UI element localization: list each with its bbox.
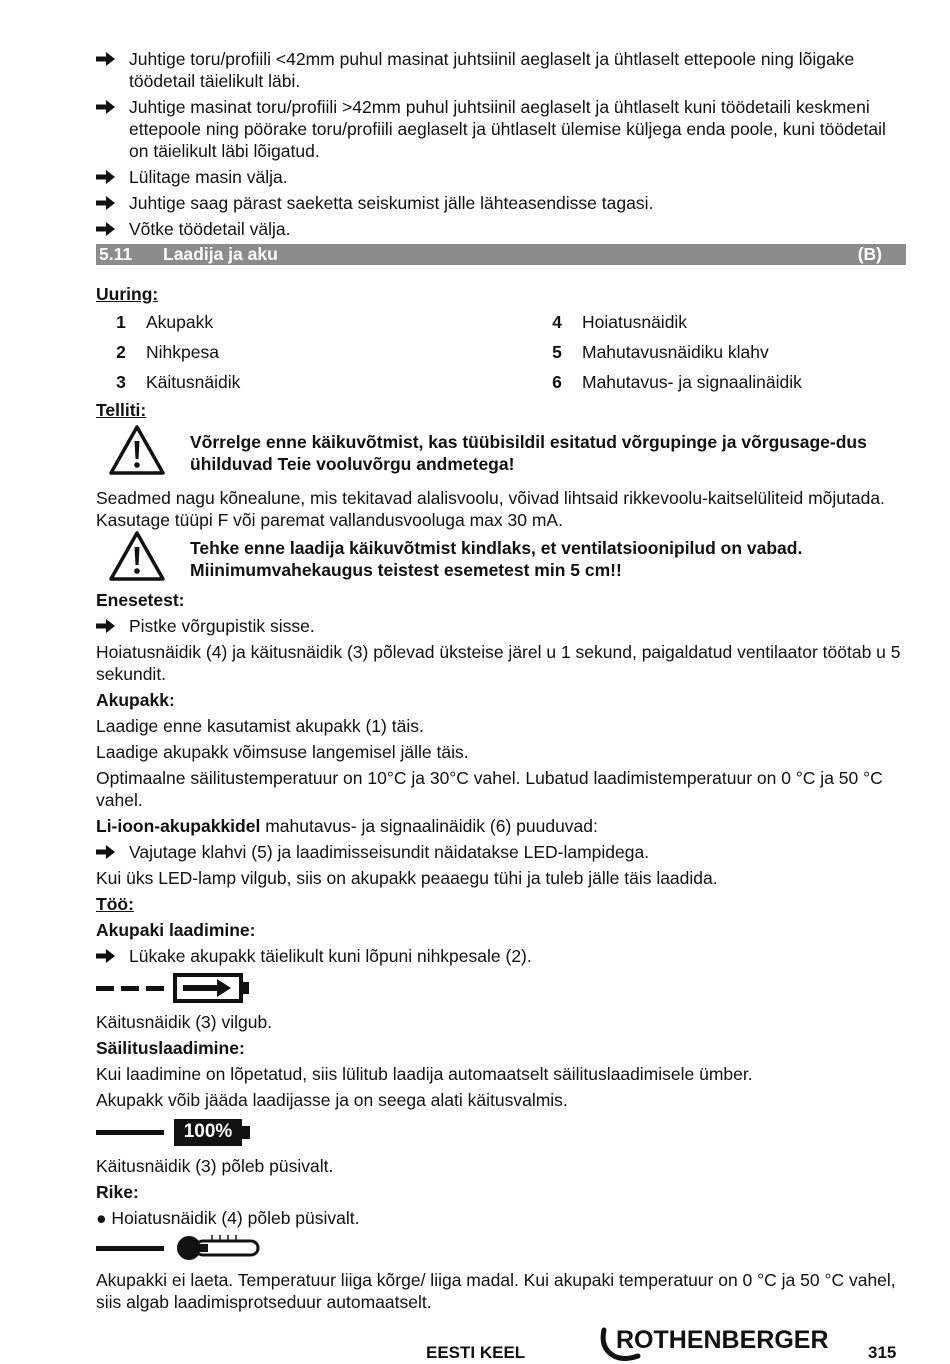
page-number: 315	[868, 1343, 897, 1362]
page-footer	[0, 1326, 950, 1362]
paragraph: Laadige enne kasutamist akupakk (1) täis.	[96, 716, 424, 736]
part-item: 1 Akupakk	[116, 312, 214, 332]
warning-box	[96, 537, 906, 587]
paragraph: Kui üks LED-lamp vilgub, siis on akupakk peaaegu tühi ja tuleb jälle täis laadida.	[96, 868, 718, 888]
fault-heading: Rike:	[96, 1182, 139, 1202]
part-item: 6 Mahutavus- ja signaalinäidik	[552, 372, 802, 392]
page-content	[96, 48, 906, 1317]
paragraph: Kui laadimine on lõpetatud, siis lülitub laadija automaatselt säilituslaadimisele ümber.	[96, 1064, 753, 1084]
section-number: 5.11	[99, 244, 133, 264]
arrow-right-icon	[96, 948, 116, 964]
maintenance-heading: Säilituslaadimine:	[96, 1038, 245, 1058]
parts-list	[96, 311, 906, 393]
fault-item: ● Hoiatusnäidik (4) põleb püsivalt.	[96, 1208, 360, 1228]
battery-percent-label: 100%	[183, 1121, 233, 1142]
warning-triangle-icon	[108, 424, 166, 476]
instruction-item: Võtke töödetail välja.	[96, 218, 906, 240]
instruction-item: Pistke võrgupistik sisse.	[96, 615, 906, 637]
paragraph: Akupakki ei laeta. Temperatuur liiga kõrge/ liiga madal. Kui akupaki temperatuur on 0 °C ja 50 °C vahel, siis algab laadimisprotseduur automaatselt.	[96, 1270, 896, 1312]
warning-text: Võrrelge enne käikuvõtmist, kas tüübisildil esitatud võrgupinge ja võrgusage-dus ühilduvad Teie vooluvõrgu andmetega!	[190, 432, 867, 474]
battery-charging-icon	[96, 971, 256, 1005]
warning-triangle-icon	[108, 530, 166, 582]
instruction-list	[96, 48, 906, 240]
instruction-item: Juhtige masinat toru/profiili >42mm puhul juhtsiinil aeglaselt ja ühtlaselt kuni töödetaili keskmeni ettepoole ning pöörake toru/profiili aeglaselt ja ühtlaselt ülemise küljega enda poole, kuni töödetail on täielikult läbi lõigatud.	[96, 96, 906, 162]
warning-text: Tehke enne laadija käikuvõtmist kindlaks, et ventilatsioonipilud on vabad. Miinimumvahekaugus teistest esemetest min 5 cm!!	[190, 538, 803, 580]
section-figure-tag: (B)	[857, 244, 882, 264]
arrow-right-icon	[96, 51, 116, 67]
brand-name: ROTHENBERGER	[616, 1326, 829, 1354]
paragraph: Seadmed nagu kõnealune, mis tekitavad alalisvoolu, võivad lihtsaid rikkevoolu-kaitselüliteid mõjutada. Kasutage tüüpi F või paremat vallandusvooluga max 30 mA.	[96, 488, 885, 530]
paragraph: Käitusnäidik (3) vilgub.	[96, 1012, 273, 1032]
part-item: 3 Käitusnäidik	[116, 372, 241, 392]
part-item: 4 Hoiatusnäidik	[552, 312, 688, 332]
paragraph: Akupakk võib jääda laadijasse ja on seega alati käitusvalmis.	[96, 1090, 568, 1110]
instruction-item: Juhtige saag pärast saeketta seiskumist jälle lähteasendisse tagasi.	[96, 192, 906, 214]
paragraph: Optimaalne säilitustemperatuur on 10°C ja 30°C vahel. Lubatud laadimistemperatuur on 0 °C ja 50 °C vahel.	[96, 768, 883, 810]
arrow-right-icon	[96, 195, 116, 211]
part-item: 2 Nihkpesa	[116, 342, 219, 362]
section-heading-bar	[96, 244, 906, 265]
instruction-item: Lülitage masin välja.	[96, 166, 906, 188]
warning-box	[96, 431, 906, 481]
charging-indicator-symbol	[96, 971, 906, 1007]
too-heading: Töö:	[96, 894, 134, 914]
arrow-right-icon	[96, 99, 116, 115]
arrow-right-icon	[96, 169, 116, 185]
instruction-item: Vajutage klahvi (5) ja laadimisseisundit näidatakse LED-lampidega.	[96, 841, 906, 863]
arrow-right-icon	[96, 221, 116, 237]
thermometer-icon	[96, 1233, 266, 1263]
arrow-right-icon	[96, 618, 116, 634]
akupakk-heading: Akupakk:	[96, 690, 175, 710]
arrow-right-icon	[96, 844, 116, 860]
instruction-item: Juhtige toru/profiili <42mm puhul masinat juhtsiinil aeglaselt ja ühtlaselt ettepoole ning lõigake töödetail täielikult läbi.	[96, 48, 906, 92]
paragraph: Li-ioon-akupakkidel mahutavus- ja signaalinäidik (6) puuduvad:	[96, 816, 598, 836]
paragraph: Käitusnäidik (3) põleb püsivalt.	[96, 1156, 334, 1176]
battery-full-symbol	[96, 1115, 906, 1151]
paragraph: Laadige akupakk võimsuse langemisel jälle täis.	[96, 742, 469, 762]
section-title: Laadija ja aku	[163, 244, 278, 264]
uuring-heading: Uuring:	[96, 284, 159, 304]
rothenberger-logo	[598, 1326, 852, 1362]
paragraph: Hoiatusnäidik (4) ja käitusnäidik (3) põlevad üksteise järel u 1 sekund, paigaldatud ventilaator töötab u 5 sekundit.	[96, 642, 901, 684]
part-item: 5 Mahutavusnäidiku klahv	[552, 342, 769, 362]
footer-language: EESTI KEEL	[426, 1343, 526, 1362]
enesetest-heading: Enesetest:	[96, 590, 185, 610]
charging-heading: Akupaki laadimine:	[96, 920, 256, 940]
telliti-heading: Telliti:	[96, 400, 147, 420]
temperature-symbol	[96, 1233, 906, 1265]
instruction-item: Lükake akupakk täielikult kuni lõpuni nihkpesale (2).	[96, 945, 906, 967]
